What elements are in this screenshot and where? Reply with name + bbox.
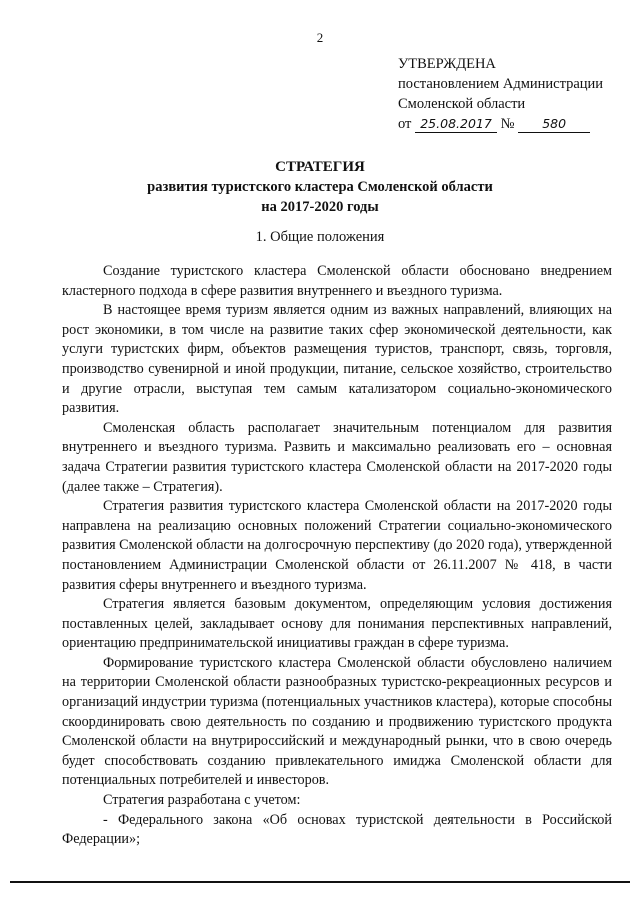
document-title <box>0 157 640 217</box>
bottom-rule <box>10 881 630 883</box>
handwritten-date: 25.08.2017 <box>415 116 497 133</box>
approval-stamp <box>398 54 603 134</box>
paragraph: Стратегия разработана с учетом: <box>103 792 301 809</box>
paragraph: Формирование туристского кластера Смоленской области обусловлено наличием на территории Смоленской области разнообразных туристско-рекреационных ресурсов и организаций индустрии туризма (потенциальных участников кластера), которые способны скоординировать свою деятельность по созданию и продвижению туристского продукта Смоленской области на внутрироссийский и международный рынки, что в свою очередь будет способствовать созданию привлекательного имиджа Смоленской области для потенциальных потребителей и инвесторов. <box>62 654 612 789</box>
paragraph: Стратегия развития туристского кластера Смоленской области на 2017-2020 годы направлена на реализацию основных положений Стратегии социально-экономического развития Смоленской области на долгосрочную перспективу (до 2020 года), утвержденной постановлением Администрации Смоленской области от 26.11.2007 № 418, в части развития сферы внутреннего и въездного туризма. <box>62 498 612 593</box>
paragraph: Смоленская область располагает значительным потенциалом для развития внутреннего и въездного туризма. Развить и максимально реализовать его – основная задача Стратегии развития туристского кластера Смоленской области на 2017-2020 годы (далее также – Стратегия). <box>62 419 612 495</box>
approval-date-line <box>398 114 603 134</box>
section-heading: 1. Общие положения <box>255 229 385 245</box>
handwritten-number: 580 <box>518 116 590 133</box>
approval-heading: УТВЕРЖДЕНА <box>398 56 496 72</box>
date-prefix: от <box>398 116 412 132</box>
approval-line-2: Смоленской области <box>398 96 526 112</box>
list-item: - Федерального закона «Об основах туристской деятельности в Российской Федерации»; <box>62 811 612 848</box>
paragraph: Стратегия является базовым документом, определяющим условия достижения поставленных целей, закладывает основу для понимания перспективных направлений, ориентацию предпринимательской инициативы граждан в сфере туризма. <box>62 596 612 652</box>
title-line-3: на 2017-2020 годы <box>261 199 379 215</box>
title-line-2: развития туристского кластера Смоленской области <box>147 179 493 195</box>
number-prefix: № <box>500 116 515 132</box>
paragraph: Создание туристского кластера Смоленской области обосновано внедрением кластерного подхода в сфере развития внутреннего и въездного туризма. <box>62 263 612 299</box>
page-number: 2 <box>316 30 324 45</box>
approval-line-1: постановлением Администрации <box>398 76 604 92</box>
title-main: СТРАТЕГИЯ <box>275 159 365 175</box>
body-text <box>62 262 612 850</box>
paragraph: В настоящее время туризм является одним из важных направлений, влияющих на рост экономики, в том числе на развитие таких сфер экономической деятельности, как услуги туристских фирм, объектов размещения туристов, транспорт, связь, торговля, производство сувенирной и иной продукции, питание, сельское хозяйство, строительство и другие отрасли, выступая тем самым катализатором социально-экономического развития. <box>62 302 612 417</box>
